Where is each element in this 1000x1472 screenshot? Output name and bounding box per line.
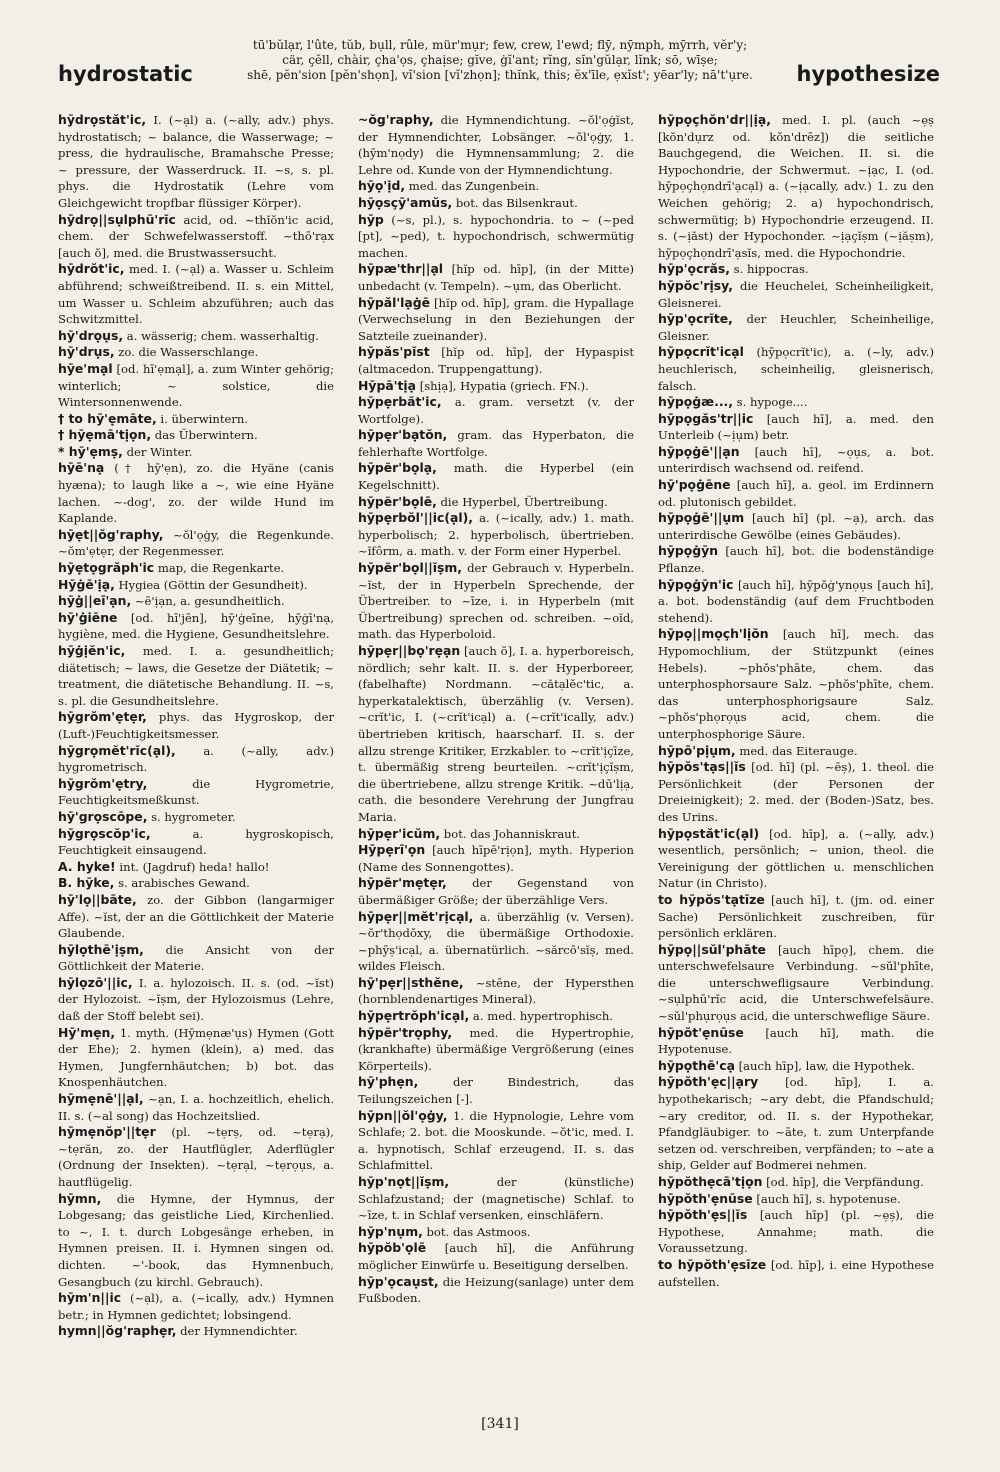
headword: hȳpọġē'||ạn xyxy=(658,443,740,459)
dictionary-entry xyxy=(58,344,334,361)
dictionary-entry xyxy=(658,394,934,411)
headword: hȳpọçhŏn'dr||ịạ, xyxy=(658,112,771,127)
definition: s. hygrometer. xyxy=(151,809,236,824)
definition: math. die Hyperbel (ein Kegelschnitt). xyxy=(358,461,634,493)
headword: hȳ'pẹr||sthĕne, xyxy=(358,974,464,990)
headword: hȳ'ġiēne xyxy=(58,609,118,625)
definition: [auch hī] (pl. ~ạ), arch. das unterirdische Gewölbe (eines Gebäudes). xyxy=(658,511,934,542)
dictionary-entry xyxy=(358,1025,634,1075)
dictionary-entry xyxy=(58,261,334,327)
definition: [auch hī], die Anführung möglicher Einwürfe u. Beseitigung derselben. xyxy=(358,1241,634,1272)
dictionary-entry xyxy=(58,743,334,776)
dictionary-entry xyxy=(358,560,634,643)
dictionary-entry xyxy=(358,842,634,875)
dictionary-entry xyxy=(658,1191,934,1208)
headword: to hȳpŏth'ẹsīze xyxy=(658,1256,767,1272)
dictionary-columns xyxy=(58,112,934,1412)
headword: hȳpŏth'ẹc||ạry xyxy=(658,1074,759,1090)
dictionary-entry xyxy=(58,610,334,643)
headword: hȳpọthē'cạ xyxy=(658,1057,735,1073)
headword: hȳp'ọcrĭte, xyxy=(658,311,733,327)
headword: hȳ'drọụs, xyxy=(58,327,124,343)
headword: hȳpọcrĭt'icạl xyxy=(658,344,744,360)
dictionary-entry xyxy=(658,577,934,627)
definition: [auch hī], math. die Hypotenuse. xyxy=(658,1025,934,1057)
definition: zo. die Wasserschlange. xyxy=(118,345,259,360)
dictionary-entry xyxy=(658,1174,934,1191)
definition: [auch hīpē'rịọn], myth. Hyperion (Name des Sonnengottes). xyxy=(358,843,634,874)
definition: acid, od. ~thĭŏn'ic acid, chem. der Schwefelwasserstoff. ~thō'rạx [auch ŏ], med. die Brustwassersucht. xyxy=(58,212,334,260)
dictionary-entry xyxy=(358,1108,634,1174)
dictionary-entry xyxy=(58,892,334,942)
definition: (pl. ~tẹrṣ, od. ~tẹrạ), ~tẹrăn, zo. der Hautflügler, Aderflügler (Ordnung der Insekten). ~tẹrạl, ~tẹrọụs, a. hautflügelig. xyxy=(58,1125,334,1189)
definition: [auch hī], hȳpŏġ'ynọụs [auch hī], a. bot. bodenständig (auf dem Fruchtboden stehend). xyxy=(658,577,934,625)
dictionary-entry xyxy=(658,344,934,394)
headword: hȳẹt||ŏg'raphy, xyxy=(58,526,164,542)
dictionary-entry xyxy=(58,875,334,892)
definition: [auch hī], ~ọụs, a. bot. unterirdisch wachsend od. reifend. xyxy=(658,444,934,476)
dictionary-entry xyxy=(358,295,634,345)
headword: hȳgrọmĕt'rĭc(ạl), xyxy=(58,742,176,758)
pronunciation-key-line: cär, çĕll, chàir, çha'ọs, çhaịse; gĭve, ġĭ'ant; rĭng, sĭn'gŭlạr, lĭnk; sō, wīṣe; xyxy=(282,53,718,67)
definition: phys. das Hygroskop, der (Luft-)Feuchtigkeitsmesser. xyxy=(58,710,334,741)
headword: hȳpẽr'mẹtẹr, xyxy=(358,875,447,891)
definition: [auch ŏ], I. a. hyperboreisch, nördlich; sehr kalt. II. s. der Hyperboreer, (fabelhafte) Nordmann. ~cătạlĕc'tic, a. hyperkatalektisch, überzählig (v. Versen). ~crĭt'ic, I. (~crĭt'icạl) a. (~crĭt'ically, adv.) übertrieben kritisch, haarscharf. II. s. der allzu strenge Kritiker, Erzkabler. to ~crĭt'ịçīze, t. übermäßig streng beurteilen. ~crĭt'ịçĭṣm, die übertriebene, allzu strenge Kritik. ~dū'lịạ, cath. die besondere Verehrung der Jungfrau Maria. xyxy=(358,644,634,824)
headword: hȳmẹnŏp'||tẹr xyxy=(58,1124,156,1140)
definition: bot. das Astmoos. xyxy=(426,1224,531,1239)
dictionary-entry xyxy=(658,411,934,444)
dictionary-entry xyxy=(58,411,334,428)
dictionary-entry xyxy=(658,1074,934,1174)
dictionary-entry xyxy=(658,1257,934,1290)
definition: i. überwintern. xyxy=(160,411,249,426)
definition: s. hippocras. xyxy=(733,262,809,277)
headword: hȳlọthē'ịṣm, xyxy=(58,941,144,957)
definition: int. (Jagdruf) heda! hallo! xyxy=(119,859,270,874)
dictionary-entry xyxy=(358,212,634,262)
definition: [od. hīp], die Verpfändung. xyxy=(766,1175,924,1189)
dictionary-entry xyxy=(58,1124,334,1190)
headword: hȳgrŏm'ẹtry, xyxy=(58,775,148,791)
dictionary-entry xyxy=(658,1025,934,1058)
dictionary-entry xyxy=(658,261,934,278)
dictionary-entry xyxy=(58,1290,334,1323)
definition: († hȳ'ẹn), zo. die Hyäne (canis hyæna); to laugh like a ~, wie eine Hyäne lachen. ~-dog', zo. der wilde Hund im Kaplande. xyxy=(58,461,334,526)
dictionary-entry xyxy=(358,195,634,212)
dictionary-entry xyxy=(58,776,334,809)
headword: hȳp'ọcaụst, xyxy=(358,1273,439,1289)
page-number: [341] xyxy=(481,1416,519,1432)
headword: hȳpẹrbŏl'||ic(ạl), xyxy=(358,510,473,526)
headword: hȳpẹr'bạtŏn, xyxy=(358,427,448,443)
dictionary-entry xyxy=(58,460,334,526)
definition: [od. hīp], a. (~ally, adv.) wesentlich, persönlich; ~ union, theol. die Vereinigung der göttlichen u. menschlichen Natur (in Christo). xyxy=(658,826,934,891)
dictionary-entry xyxy=(658,743,934,760)
headword: A. hyke! xyxy=(58,858,116,874)
definition: ~ŏl'ọġy, die Regenkunde. ~ŏm'ẹtẹr, der Regenmesser. xyxy=(58,527,334,559)
headword: hȳpọgăs'tr||ic xyxy=(658,410,754,426)
definition: der Winter. xyxy=(126,444,193,459)
definition: der Hymnendichter. xyxy=(180,1324,298,1339)
dictionary-entry xyxy=(658,1058,934,1075)
column-1 xyxy=(58,112,334,1412)
dictionary-entry xyxy=(58,1025,334,1091)
column-3 xyxy=(658,112,934,1412)
headword: hȳgrŏm'ẹtẹr, xyxy=(58,709,147,725)
definition: [auch hī], a. geol. im Erdinnern od. plutonisch gebildet. xyxy=(658,478,934,509)
definition: a. hygroskopisch, Feuchtigkeit einsaugend. xyxy=(58,826,334,858)
headword: hȳpọġē'||ụm xyxy=(658,510,745,526)
headword: hȳpẽr'bọl||ĭṣm, xyxy=(358,560,462,576)
dictionary-entry xyxy=(58,212,334,262)
dictionary-entry xyxy=(58,859,334,876)
definition: med. das Eiterauge. xyxy=(739,743,858,758)
definition: [od. hī'ẹmạl], a. zum Winter gehörig; winterlich; ~ solstice, die Wintersonnenwende. xyxy=(58,361,334,410)
headword: hȳġ||eī'ạn, xyxy=(58,593,132,609)
definition: 1. die Hypnologie, Lehre vom Schlafe; 2. bot. die Mooskunde. ~ŏt'ic, med. I. a. hypnotisch, Schlaf erzeugend. II. s. das Schlafmittel. xyxy=(358,1108,634,1173)
definition: [hĭp od. hīp], gram. die Hypallage (Verwechselung in den Beziehungen der Satzteile zueinander). xyxy=(358,295,634,343)
definition: [auch hī], t. (jm. od. einer Sache) Persönlichkeit zuschreiben, für persönlich erklären. xyxy=(658,892,934,941)
definition: [auch hī], a. med. den Unterleib (~ịụm) betr. xyxy=(658,411,934,443)
definition: die Hymnendichtung. ~ŏl'ọġĭst, der Hymnendichter, Lobsänger. ~ŏl'ọġy, 1. (hȳm'nọdy) die Hymnensammlung; 2. die Lehre od. Kunde von der Hymnendichtung. xyxy=(358,113,634,177)
headword: hȳpẽr'trọphy, xyxy=(358,1024,453,1040)
dictionary-entry xyxy=(358,1224,634,1241)
headword: hȳmẹnē'||ạl, xyxy=(58,1091,144,1107)
headword: hȳpọġȳn xyxy=(658,543,719,559)
dictionary-entry xyxy=(658,892,934,942)
dictionary-entry xyxy=(658,626,934,742)
headword: hȳp'nụm, xyxy=(358,1223,423,1239)
headword: hȳp'ọcrăs, xyxy=(658,261,730,277)
dictionary-entry xyxy=(58,709,334,742)
dictionary-entry xyxy=(58,593,334,610)
pronunciation-key-line: tū'bŭlạr, l'ûte, tŭb, bụll, rûle, mür'mụr; few, crew, l'ewd; flȳ, nȳmph, mȳrrh, vĕr'y; xyxy=(252,38,748,52)
column-2 xyxy=(358,112,634,1412)
dictionary-entry xyxy=(658,278,934,311)
definition: ~ē'ịạn, a. gesundheitlich. xyxy=(134,594,285,609)
headword: hȳẹtọgrăph'ic xyxy=(58,560,155,576)
definition: [auch hīpọ], chem. die unterschwefelsaure Verbindung. ~sŭl'phīte, die unterschwefligsaure Verbindung. ~sụlphū'rĭc acid, die Unterschwefelsäure. ~sŭl'phụrọụs acid, die unterschweflige Säure. xyxy=(658,942,934,1024)
dictionary-entry xyxy=(58,1091,334,1124)
headword: hȳpŏthẹcā'tịọn xyxy=(658,1174,763,1189)
definition: a. med. hypertrophisch. xyxy=(472,1009,614,1024)
headword: hȳọ'ịd, xyxy=(358,178,406,194)
headword: to hȳpŏs'tạtīze xyxy=(658,891,765,907)
dictionary-entry xyxy=(358,1174,634,1224)
headword: Hȳpẹrī'ọn xyxy=(358,842,426,858)
dictionary-entry xyxy=(58,444,334,461)
dictionary-entry xyxy=(358,378,634,395)
dictionary-entry xyxy=(358,112,634,178)
dictionary-entry xyxy=(358,460,634,493)
definition: zo. der Gibbon (langarmiger Affe). ~ĭst, der an die Göttlichkeit der Materie Glaubende. xyxy=(58,892,334,941)
headword: hȳm'n||ic xyxy=(58,1290,122,1306)
headword: hȳē'nạ xyxy=(58,460,105,476)
definition: der Bindestrich, das Teilungszeichen [-]. xyxy=(358,1075,634,1107)
dictionary-entry xyxy=(58,809,334,826)
dictionary-entry xyxy=(358,261,634,294)
dictionary-entry xyxy=(358,875,634,908)
definition: [od. hīp], i. eine Hypothese aufstellen. xyxy=(658,1257,934,1289)
definition: (~s, pl.), s. hypochondria. to ~ (~ped [pt], ~ped), t. hypochondrisch, schwermütig machen. xyxy=(358,212,634,260)
dictionary-entry xyxy=(58,975,334,1025)
definition: (~ạl), a. (~ically, adv.) Hymnen betr.; in Hymnen gedichtet; lobsingend. xyxy=(58,1291,334,1322)
dictionary-entry xyxy=(58,527,334,560)
definition: 1. myth. (Hȳmẹnæ'ụs) Hymen (Gott der Ehe); 2. hymen (klein), a) med. das Hymen, Jungfernhäutchen; b) bot. das Knospenhäutchen. xyxy=(58,1025,334,1090)
definition: die Hyperbel, Übertreibung. xyxy=(440,494,608,509)
headword: hȳpæ'thr||ạl xyxy=(358,261,444,277)
dictionary-entry xyxy=(358,975,634,1008)
definition: das Überwintern. xyxy=(154,428,258,443)
pronunciation-key xyxy=(210,38,790,83)
dictionary-entry xyxy=(658,543,934,576)
headword: hȳpọ||sŭl'phāte xyxy=(658,941,766,957)
definition: a. überzählig (v. Versen). ~ŏr'thọdŏxy, die übermäßige Orthodoxie. ~phȳṣ'icạl, a. übernatürlich. ~sărcō'sĭṣ, med. wildes Fleisch. xyxy=(358,909,634,974)
definition: der Heuchler, Scheinheilige, Gleisner. xyxy=(658,312,934,343)
definition: der (künstliche) Schlafzustand; der (magnetische) Schlaf. to ~īze, t. in Schlaf versenken, einschläfern. xyxy=(358,1175,634,1223)
dictionary-entry xyxy=(58,361,334,411)
definition: med. I. (~ạl) a. Wasser u. Schleim abführend; schweißtreibend. II. s. ein Mittel, um Wasser u. Schleim abzuführen; auch das Schwitzmittel. xyxy=(58,262,334,327)
headword: hȳpŏth'ẹnūse xyxy=(658,1190,753,1206)
dictionary-entry xyxy=(358,909,634,975)
dictionary-entry xyxy=(358,1274,634,1307)
dictionary-entry xyxy=(358,344,634,377)
headword: hȳpọġæ..., xyxy=(658,394,733,410)
headword: hymn||ŏg'raphẹr, xyxy=(58,1323,177,1339)
dictionary-entry xyxy=(358,494,634,511)
guide-word-right: hypothesize xyxy=(796,62,940,86)
definition: [hĭp od. hīp], (in der Mitte) unbedacht (v. Tempeln). ~ụm, das Oberlicht. xyxy=(358,262,634,293)
definition: die Hymne, der Hymnus, der Lobgesang; das geistliche Lied, Kirchenlied. to ~, I. t. durch Lobgesänge erheben, in Hymnen preisen. II. i. Hymnen singen od. dichten. ~'-book, das Hymnenbuch, Gesangbuch (zu kirchl. Gebrauch). xyxy=(58,1191,334,1289)
dictionary-entry xyxy=(58,826,334,859)
headword: hȳp'nọt||ĭṣm, xyxy=(358,1174,450,1189)
definition: med. I. pl. (auch ~ẹṣ [kŏn'dụrz od. kŏn'drēz]) die seitliche Bauchgegend, die Weichen. II. si. die Hypochondrie, der Schwermut. ~ịạc, I. (od. hȳpọçhọndrī'ạcạl) a. (~ịạcally, adv.) 1. zu den Weichen gehörig; 2. a) hypochondrisch, schwermütig; b) Hypochondrie erzeugend. II. s. (~ịăst) der Hypochonder. ~ịạçĭṣm (~ịăṣm), hȳpọçhọndrī'ạsĭs, med. die Hypochondrie. xyxy=(658,113,934,260)
definition: [auch hī], mech. das Hypomochlium, der Stützpunkt (eines Hebels). ~phŏs'phāte, chem. das unterphosphorsaure Salz. ~phŏs'phīte, chem. das unterphosphorigsaure Salz. ~phŏs'phọrọụs acid, chem. die unterphosphorige Säure. xyxy=(658,627,934,741)
dictionary-entry xyxy=(658,942,934,1025)
headword: hȳlọzō'||ic, xyxy=(58,974,133,990)
dictionary-entry xyxy=(658,826,934,892)
dictionary-entry xyxy=(58,112,334,212)
headword: hȳpẹrbăt'ic, xyxy=(358,394,442,410)
headword: hȳpọstăt'ic(ạl) xyxy=(658,825,760,841)
dictionary-entry xyxy=(358,427,634,460)
headword: hȳe'mạl xyxy=(58,360,113,376)
definition: [od. hīp], I. a. hypothekarisch; ~ary debt, die Pfandschuld; ~ary creditor, od. II. s. der Hypothekar, Pfandgläubiger. to ~āte, t. zum Unterpfande setzen od. verschreiben, verpfänden; to ~ate a ship, Gelder auf Bodmerei nehmen. xyxy=(658,1075,934,1173)
headword: hȳ'drụs, xyxy=(58,344,115,360)
dictionary-entry xyxy=(658,444,934,477)
dictionary-entry xyxy=(58,328,334,345)
dictionary-entry xyxy=(658,759,934,825)
definition: die Ansicht von der Göttlichkeit der Materie. xyxy=(58,942,334,974)
headword: B. hȳke, xyxy=(58,875,115,891)
definition: ~ạn, I. a. hochzeitlich, ehelich. II. s. (~al song) das Hochzeitslied. xyxy=(58,1092,334,1123)
headword: hȳpŏth'ẹs||ĭs xyxy=(658,1207,748,1223)
dictionary-entry xyxy=(358,1074,634,1107)
headword: hȳ'grọscōpe, xyxy=(58,808,148,824)
definition: bot. das Johanniskraut. xyxy=(443,826,581,841)
dictionary-entry xyxy=(358,394,634,427)
headword: hȳpẹr||bọ'rẹạn xyxy=(358,643,461,658)
headword: * hȳ'ẹmṣ, xyxy=(58,443,123,459)
definition: gram. das Hyperbaton, die fehlerhafte Wortfolge. xyxy=(358,428,634,459)
definition: der Gegenstand von übermäßiger Größe; der überzählige Vers. xyxy=(358,876,634,907)
dictionary-entry xyxy=(58,643,334,709)
headword: † hȳẹmā'tịọn, xyxy=(58,427,152,443)
definition: [auch hīp], law, die Hypothek. xyxy=(738,1058,915,1073)
dictionary-entry xyxy=(658,477,934,510)
dictionary-entry xyxy=(358,510,634,560)
guide-word-left: hydrostatic xyxy=(58,62,193,86)
headword: hȳpŏs'tạs||ĭs xyxy=(658,759,746,775)
definition: bot. das Bilsenkraut. xyxy=(455,195,578,210)
pronunciation-key-line: shē, pĕn'sion [pĕn'shọn], vĭ'sion [vĭ'zhọn]; thĭnk, this; ĕx'īle, ẹxĭst'; yēar'ly; nā't'ụre. xyxy=(247,68,753,82)
dictionary-entry xyxy=(58,560,334,577)
headword: Hȳġē'ịạ, xyxy=(58,576,115,592)
definition: [od. hī'jēn], hȳ'ġeīne, hȳġī'nạ, hygiène, med. die Hygiene, Gesundheitslehre. xyxy=(58,610,334,642)
definition: die Heizung(sanlage) unter dem Fußboden. xyxy=(358,1274,634,1306)
definition: ~stēne, der Hypersthen (hornblendenartiges Mineral). xyxy=(358,975,634,1007)
definition: (hȳpọcrĭt'ic), a. (~ly, adv.) heuchlerisch, scheinheilig, gleisnerisch, falsch. xyxy=(658,345,934,393)
definition: med. I. a. gesundheitlich; diätetisch; ~ laws, die Gesetze der Diätetik; ~ treatment, die diätetische Behandlung. II. ~s, s. pl. die Gesundheitslehre. xyxy=(58,644,334,708)
dictionary-entry xyxy=(658,311,934,344)
page-header xyxy=(58,38,940,100)
definition: der Gebrauch v. Hyperbeln. ~ĭst, der in Hyperbeln Sprechende, der Übertreiber. to ~īze, i. in Hyperbeln (mit Übertreibung) sprechen od. schreiben. ~oĭd, math. das Hyperboloid. xyxy=(358,561,634,642)
headword: hȳmn, xyxy=(58,1190,102,1206)
definition: I. (~ạl) a. (~ally, adv.) phys. hydrostatisch; ~ balance, die Wasserwage; ~ press, die hydraulische, Bramahsche Presse; ~ pressure, der Wasserdruck. II. ~s, s. pl. phys. die Hydrostatik (Lehre vom Gleichgewicht tropfbar flüssiger Körper). xyxy=(58,113,334,210)
headword: hȳdrŏt'ic, xyxy=(58,261,125,277)
headword: hȳpẹr'icŭm, xyxy=(358,825,441,841)
dictionary-entry xyxy=(358,1240,634,1273)
headword: hȳdrọ||sụlphū'rĭc xyxy=(58,211,176,227)
definition: s. hypoge.... xyxy=(736,395,808,410)
dictionary-entry xyxy=(58,942,334,975)
definition: [auch hī], s. hypotenuse. xyxy=(756,1191,901,1206)
headword: hȳ'phẹn, xyxy=(358,1074,419,1090)
headword: hȳpn||ŏl'ọġy, xyxy=(358,1107,448,1123)
dictionary-entry xyxy=(58,577,334,594)
headword: hȳpŏc'rịsy, xyxy=(658,277,733,293)
definition: med. das Zungenbein. xyxy=(408,179,540,194)
headword: hȳọsçȳ'amŭs, xyxy=(358,194,453,210)
definition: s. arabisches Gewand. xyxy=(118,876,250,891)
headword: hȳp xyxy=(358,211,384,227)
dictionary-entry xyxy=(658,1207,934,1257)
definition: a. (~ically, adv.) 1. math. hyperbolisch; 2. hyperbolisch, übertrieben. ~ĭfôrm, a. math. v. der Form einer Hyperbel. xyxy=(358,511,634,559)
definition: die Hygrometrie, Feuchtigkeitsmeßkunst. xyxy=(58,776,334,808)
headword: hȳpŏt'ẹnūse xyxy=(658,1024,744,1040)
dictionary-entry xyxy=(358,1008,634,1025)
definition: [auch hī], bot. die bodenständige Pflanze. xyxy=(658,544,934,576)
definition: Hygiea (Göttin der Gesundheit). xyxy=(118,577,308,592)
headword: ~ŏg'raphy, xyxy=(358,112,434,127)
headword: hȳġịĕn'ic, xyxy=(58,643,126,658)
definition: a. (~ally, adv.) hygrometrisch. xyxy=(58,743,334,775)
dictionary-entry xyxy=(58,427,334,444)
dictionary-entry xyxy=(58,1323,334,1340)
dictionary-entry xyxy=(358,643,634,826)
headword: Hȳ'mẹn, xyxy=(58,1024,116,1040)
headword: hȳpō'pịụm, xyxy=(658,742,736,758)
headword: hȳpọ||mọçh'lịŏn xyxy=(658,626,769,642)
headword: hȳgrọscŏp'ic, xyxy=(58,825,151,841)
definition: I. a. hylozoisch. II. s. (od. ~ĭst) der Hylozoist. ~ĭṣm, der Hylozoismus (Lehre, daß der Stoff belebt sei). xyxy=(58,975,334,1024)
headword: hȳpẹr||mĕt'rịcạl, xyxy=(358,908,474,924)
dictionary-entry xyxy=(358,178,634,195)
dictionary-entry xyxy=(358,826,634,843)
headword: Hȳpā'tịạ xyxy=(358,377,417,393)
headword: hȳpẽr'bọlē, xyxy=(358,493,437,509)
headword: hȳpăl'lạġē xyxy=(358,294,431,310)
dictionary-entry xyxy=(58,1191,334,1291)
definition: a. wässerig; chem. wasserhaltig. xyxy=(126,328,319,343)
definition: [auch hīp] (pl. ~ẹṣ), die Hypothese, Annahme; math. die Voraussetzung. xyxy=(658,1208,934,1256)
definition: [shịạ], Hypatia (griech. FN.). xyxy=(419,378,589,393)
headword: hȳ'lọ||bāte, xyxy=(58,891,137,907)
headword: hȳpẽr'bọlạ, xyxy=(358,460,437,476)
definition: die Heuchelei, Scheinheiligkeit, Gleisnerei. xyxy=(658,278,934,310)
definition: [hĭp od. hīp], der Hypaspist (altmacedon. Truppengattung). xyxy=(358,345,634,376)
headword: hȳpẹrtrŏph'icạl, xyxy=(358,1008,470,1024)
headword: hȳ'pọġēne xyxy=(658,477,731,493)
headword: hȳdrọstăt'ic, xyxy=(58,112,147,127)
headword: † to hȳ'ẹmāte, xyxy=(58,410,157,426)
definition: map, die Regenkarte. xyxy=(157,561,285,576)
dictionary-entry xyxy=(658,112,934,261)
dictionary-entry xyxy=(658,510,934,543)
definition: a. gram. versetzt (v. der Wortfolge). xyxy=(358,395,634,426)
headword: hȳpăs'pĭst xyxy=(358,344,430,360)
headword: hȳpŏb'ọlē xyxy=(358,1240,427,1256)
definition: [od. hī] (pl. ~ēṣ), 1. theol. die Persönlichkeit (der Personen der Dreieinigkeit); 2. med. der (Boden-)Satz, bes. des Urins. xyxy=(658,760,934,824)
definition: med. die Hypertrophie, (krankhafte) übermäßige Vergrößerung (eines Körperteils). xyxy=(358,1025,634,1073)
headword: hȳpọġȳn'ic xyxy=(658,576,734,592)
